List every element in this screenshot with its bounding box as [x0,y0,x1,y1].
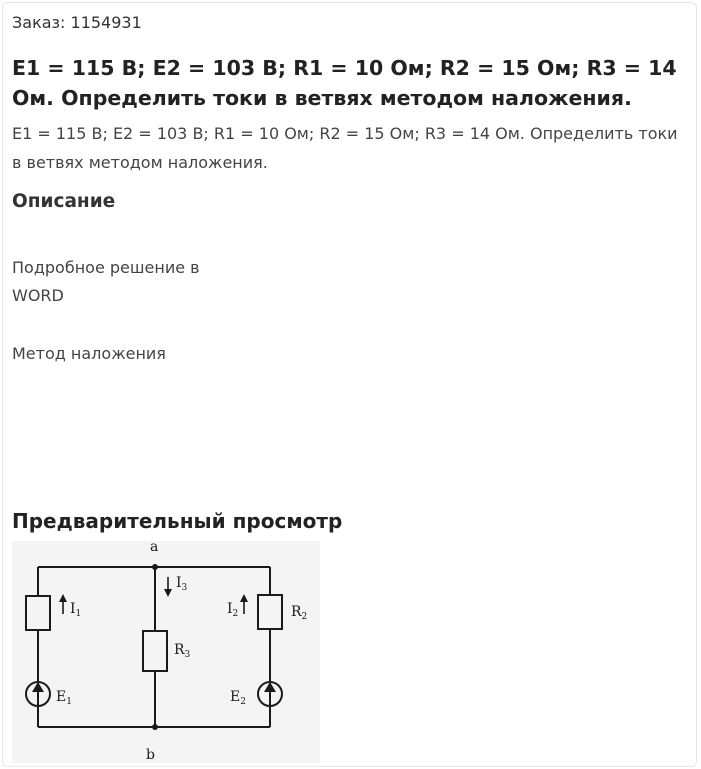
description-line: Метод наложения [12,344,166,363]
order-number: Заказ: 1154931 [12,13,142,32]
preview-image[interactable] [12,541,320,763]
label-i3: $I_3$ [176,575,188,593]
label-e1: $E_1$ [56,689,72,707]
preview-heading: Предварительный просмотр [12,509,343,533]
circuit-diagram [12,541,320,763]
node-a [152,564,158,570]
node-a-label: a [150,541,159,555]
label-r2: $R_2$ [291,604,308,622]
resistor-r3 [143,631,167,671]
description-line: Подробное решение в [12,258,200,277]
node-b-label: b [146,747,155,763]
page-title: E1 = 115 В; E2 = 103 В; R1 = 10 Ом; R2 = 15 Ом; R3 = 14 Ом. Определить токи в ветвях методом наложения. [12,56,677,110]
resistor-r1 [26,596,50,630]
label-e2: $E_2$ [230,689,246,707]
product-card [2,2,697,767]
label-i1: $I_1$ [70,601,82,619]
node-b [152,724,158,730]
description-line: WORD [12,286,64,305]
task-summary: E1 = 115 В; E2 = 103 В; R1 = 10 Ом; R2 = 15 Ом; R3 = 14 Ом. Определить токи в ветвях методом наложения. [12,124,678,172]
label-r3: $R_3$ [174,642,191,660]
description-heading: Описание [12,191,116,212]
resistor-r2 [258,595,282,629]
label-i2: $I_2$ [227,601,239,619]
